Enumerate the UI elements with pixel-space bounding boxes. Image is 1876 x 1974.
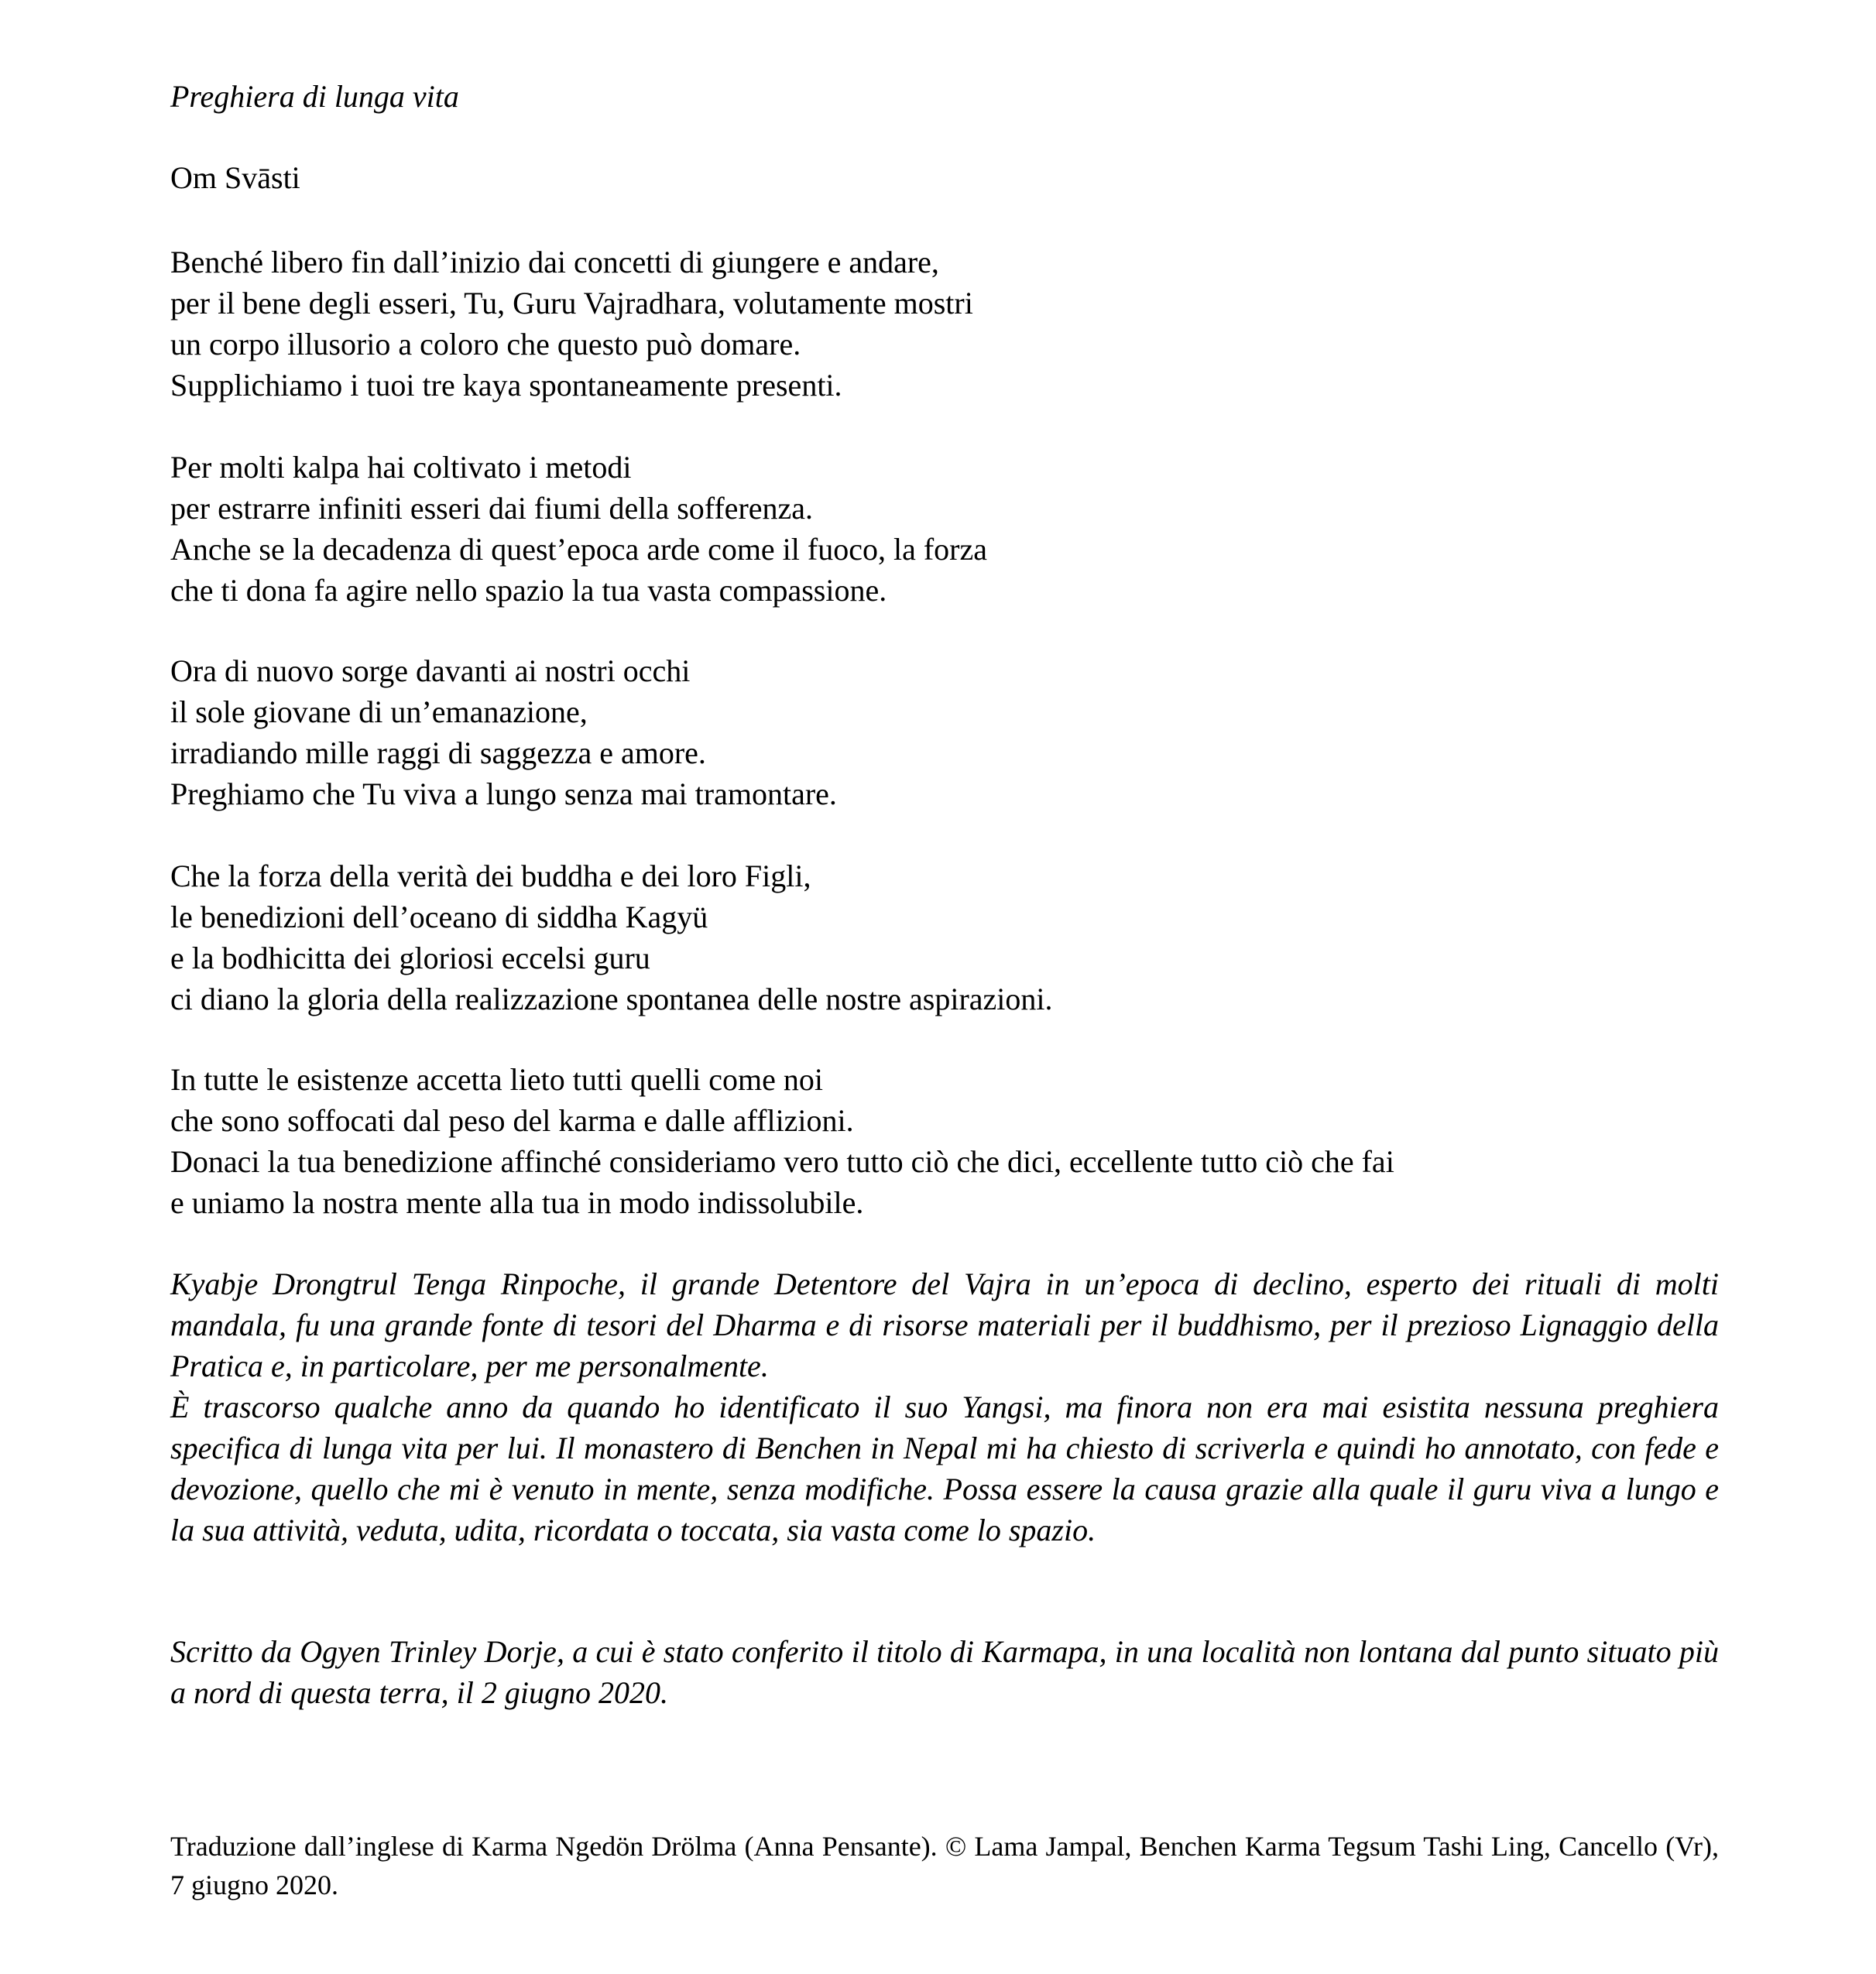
verse-line: Benché libero fin dall’inizio dai concetti di giungere e andare, bbox=[170, 245, 939, 279]
signature-note bbox=[170, 1631, 1719, 1713]
colophon-note bbox=[170, 1263, 1719, 1551]
signature-paragraph: Scritto da Ogyen Trinley Dorje, a cui è stato conferito il titolo di Karmapa, in una località non lontana dal punto situato più a nord di questa terra, il 2 giugno 2020. bbox=[170, 1634, 1719, 1710]
invocation: Om Svāsti bbox=[170, 160, 300, 195]
verse-line: In tutte le esistenze accetta lieto tutti quelli come noi bbox=[170, 1062, 824, 1097]
verse-line: Per molti kalpa hai coltivato i metodi bbox=[170, 450, 632, 485]
prayer-title: Preghiera di lunga vita bbox=[170, 79, 459, 114]
verse-line: ci diano la gloria della realizzazione spontanea delle nostre aspirazioni. bbox=[170, 982, 1053, 1016]
stanza-1 bbox=[170, 242, 973, 406]
verse-line: Donaci la tua benedizione affinché consideriamo vero tutto ciò che dici, eccellente tutto ciò che fai bbox=[170, 1144, 1394, 1179]
stanza-2 bbox=[170, 447, 987, 611]
verse-line: Anche se la decadenza di quest’epoca arde come il fuoco, la forza bbox=[170, 532, 987, 567]
colophon-paragraph: È trascorso qualche anno da quando ho identificato il suo Yangsi, ma finora non era mai esistita nessuna preghiera specifica di lunga vita per lui. Il monastero di Benchen in Nepal mi ha chiesto di scriverla e quindi ho annotato, con fede e devozione, quello che mi è venuto in mente, senza modifiche. Possa essere la causa grazie alla quale il guru viva a lungo e la sua attività, veduta, udita, ricordata o toccata, sia vasta come lo spazio. bbox=[170, 1390, 1719, 1547]
verse-line: un corpo illusorio a coloro che questo può domare. bbox=[170, 327, 801, 362]
translation-credit: Traduzione dall’inglese di Karma Ngedön Drölma (Anna Pensante). © Lama Jampal, Benchen Karma Tegsum Tashi Ling, Cancello (Vr), 7 giugno 2020. bbox=[170, 1831, 1719, 1900]
verse-line: per il bene degli esseri, Tu, Guru Vajradhara, volutamente mostri bbox=[170, 286, 973, 320]
verse-line: irradiando mille raggi di saggezza e amore. bbox=[170, 735, 706, 770]
verse-line: il sole giovane di un’emanazione, bbox=[170, 694, 588, 729]
verse-line: Che la forza della verità dei buddha e dei loro Figli, bbox=[170, 858, 811, 893]
verse-line: Ora di nuovo sorge davanti ai nostri occhi bbox=[170, 653, 691, 688]
verse-line: e la bodhicitta dei gloriosi eccelsi guru bbox=[170, 941, 650, 975]
stanza-5 bbox=[170, 1059, 1394, 1223]
verse-line: che ti dona fa agire nello spazio la tua vasta compassione. bbox=[170, 573, 887, 608]
verse-line: che sono soffocati dal peso del karma e dalle afflizioni. bbox=[170, 1103, 854, 1138]
verse-line: Supplichiamo i tuoi tre kaya spontaneamente presenti. bbox=[170, 368, 842, 403]
verse-line: Preghiamo che Tu viva a lungo senza mai tramontare. bbox=[170, 776, 837, 811]
verse-line: e uniamo la nostra mente alla tua in modo indissolubile. bbox=[170, 1185, 864, 1220]
verse-line: per estrarre infiniti esseri dai fiumi della sofferenza. bbox=[170, 491, 814, 526]
stanza-3 bbox=[170, 650, 837, 814]
verse-line: le benedizioni dell’oceano di siddha Kagyü bbox=[170, 900, 708, 934]
colophon-paragraph: Kyabje Drongtrul Tenga Rinpoche, il grande Detentore del Vajra in un’epoca di declino, esperto dei rituali di molti mandala, fu una grande fonte di tesori del Dharma e di risorse materiali per il buddhismo, per il prezioso Lignaggio della Pratica e, in particolare, per me personalmente. bbox=[170, 1266, 1719, 1383]
stanza-4 bbox=[170, 855, 1053, 1020]
